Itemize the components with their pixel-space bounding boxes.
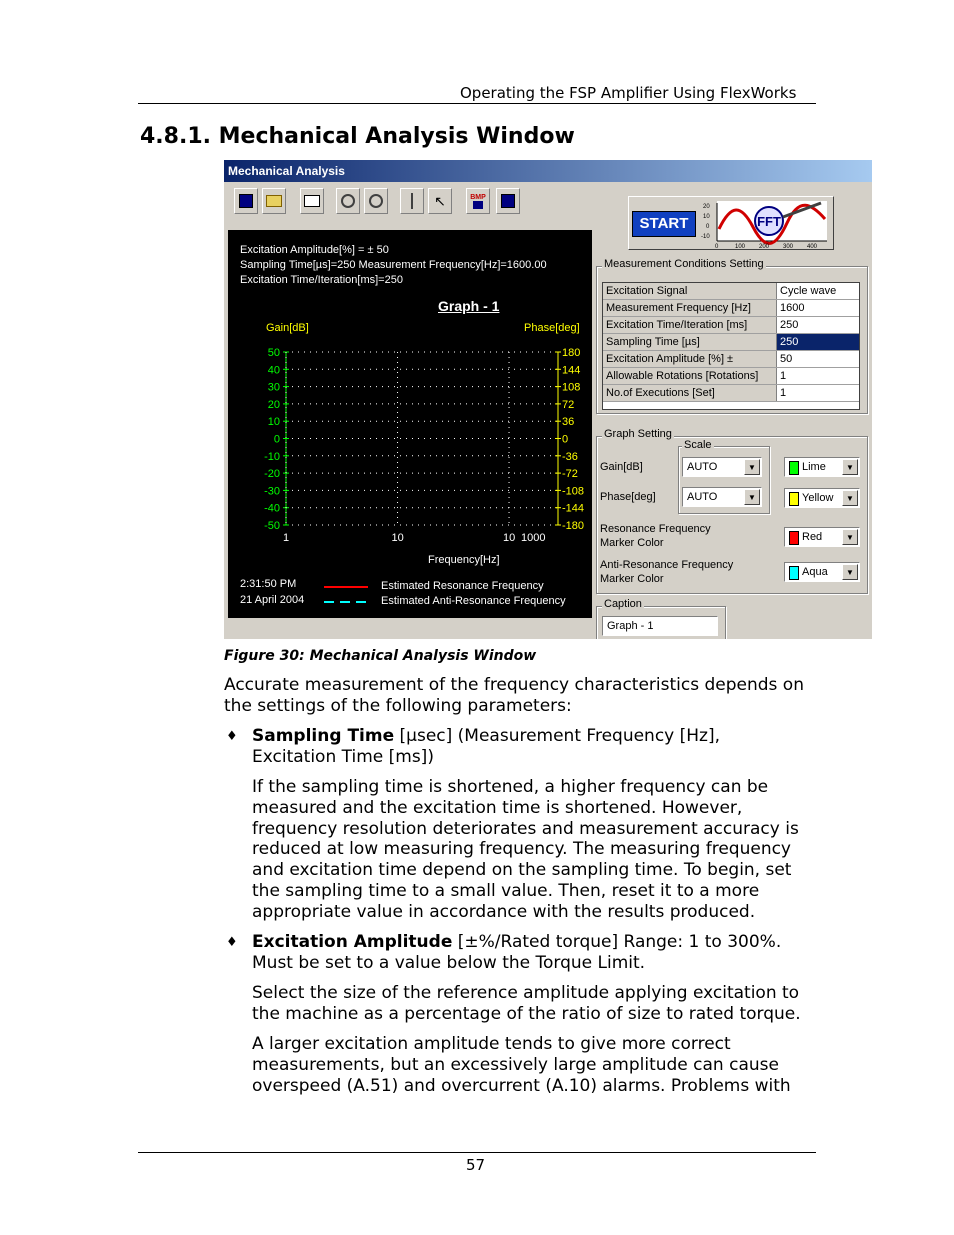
gain-tick-label: 0 bbox=[273, 433, 280, 446]
chevron-down-icon[interactable]: ▼ bbox=[842, 529, 858, 545]
phase-tick-label: -144 bbox=[562, 502, 585, 515]
intro-paragraph bbox=[224, 675, 804, 717]
phase-tick-label: 36 bbox=[562, 416, 575, 429]
fft-tick-y-3: -10 bbox=[701, 234, 710, 240]
bmp-label: BMP bbox=[470, 193, 486, 201]
resonance-label-line2: Marker Color bbox=[600, 537, 664, 549]
phase-scale-value: AUTO bbox=[687, 491, 718, 503]
legend-resonance: Estimated Resonance Frequency bbox=[381, 580, 544, 592]
gain-color-value: Lime bbox=[802, 461, 826, 473]
param-value[interactable]: 250 bbox=[780, 319, 799, 331]
window-title: Mechanical Analysis bbox=[228, 164, 345, 178]
footer-rule bbox=[138, 1152, 816, 1153]
header-rule bbox=[138, 103, 816, 104]
param-name: No.of Executions [Set] bbox=[603, 385, 777, 401]
phase-tick-label: -36 bbox=[562, 450, 578, 463]
excitation-amplitude-range: [±%/Rated torque] Range: 1 to 300%. bbox=[452, 932, 782, 952]
table-row[interactable] bbox=[603, 368, 859, 385]
table-row[interactable] bbox=[603, 300, 859, 317]
fft-tick-x-3: 300 bbox=[783, 244, 794, 249]
bullet-excitation-amplitude bbox=[252, 932, 832, 974]
scale-label: Scale bbox=[684, 439, 712, 451]
phase-tick-label: -180 bbox=[562, 520, 585, 532]
marker-icon[interactable] bbox=[400, 188, 424, 214]
param-name: Excitation Time/Iteration [ms] bbox=[603, 317, 777, 333]
bullet-diamond: ♦ bbox=[226, 935, 238, 950]
graph-info-amplitude: Excitation Amplitude[%] = ± 50 bbox=[240, 244, 389, 256]
resonance-label-line1: Resonance Frequency bbox=[600, 523, 711, 535]
resonance-color-value: Red bbox=[802, 531, 823, 543]
excitation-amplitude-line2: Must be set to a value below the Torque Limit. bbox=[252, 952, 646, 973]
fft-tick-x-2: 200 bbox=[759, 244, 770, 249]
table-row[interactable] bbox=[603, 334, 859, 351]
anti-resonance-color-select[interactable] bbox=[784, 562, 860, 582]
gain-tick-label: 20 bbox=[267, 398, 280, 411]
intro-line: the settings of the following parameters: bbox=[224, 695, 572, 716]
bmp-save-icon[interactable] bbox=[466, 188, 490, 214]
intro-line: Accurate measurement of the frequency characteristics depends on bbox=[224, 675, 804, 695]
fft-tick-x-0: 0 bbox=[715, 244, 719, 249]
chevron-down-icon[interactable]: ▼ bbox=[744, 459, 760, 475]
para-line: measurements, but an excessively large amplitude can cause bbox=[252, 1054, 779, 1075]
caption-input[interactable] bbox=[602, 616, 718, 636]
caption-input-value: Graph - 1 bbox=[607, 620, 654, 632]
anti-resonance-label-line2: Marker Color bbox=[600, 573, 664, 585]
legend-anti-resonance: Estimated Anti-Resonance Frequency bbox=[381, 595, 566, 607]
gain-tick-label: -10 bbox=[264, 450, 280, 463]
graph-time: 2:31:50 PM bbox=[240, 578, 297, 590]
start-fft-button[interactable] bbox=[628, 196, 834, 250]
sampling-time-paragraph bbox=[252, 777, 832, 923]
chevron-down-icon[interactable]: ▼ bbox=[744, 489, 760, 505]
resonance-label bbox=[600, 522, 711, 550]
chevron-down-icon[interactable]: ▼ bbox=[842, 564, 858, 580]
resonance-color-select[interactable] bbox=[784, 527, 860, 547]
export-icon[interactable] bbox=[496, 188, 520, 214]
param-value[interactable]: 50 bbox=[780, 353, 793, 365]
param-name: Measurement Frequency [Hz] bbox=[603, 300, 777, 316]
gain-label: Gain[dB] bbox=[600, 461, 643, 473]
x-tick-label: 1000 bbox=[521, 532, 546, 544]
open-icon[interactable] bbox=[262, 188, 286, 214]
phase-tick-label: 72 bbox=[562, 398, 575, 411]
table-row[interactable] bbox=[603, 351, 859, 368]
phase-tick-label: 180 bbox=[562, 347, 581, 359]
phase-tick-label: 144 bbox=[562, 364, 581, 377]
fft-label: FFT bbox=[757, 214, 781, 229]
para-line: Select the size of the reference amplitude applying excitation to bbox=[252, 983, 800, 1003]
gain-tick-label: 40 bbox=[267, 364, 280, 377]
sampling-time-units: [µsec] (Measurement Frequency [Hz], bbox=[394, 726, 721, 746]
para-line: frequency resolution deteriorates and measurement accuracy is bbox=[252, 818, 799, 839]
gain-axis-label: Gain[dB] bbox=[266, 322, 309, 334]
running-header: Operating the FSP Amplifier Using FlexWorks bbox=[460, 84, 797, 102]
graph-info-sampling: Sampling Time[µs]=250 Measurement Frequency[Hz]=1600.00 bbox=[240, 259, 547, 271]
graph-panel bbox=[228, 230, 592, 618]
caption-group-label: Caption bbox=[604, 598, 642, 610]
param-name: Sampling Time [µs] bbox=[603, 334, 777, 350]
legend-lines bbox=[324, 582, 374, 612]
mechanical-analysis-window bbox=[224, 160, 872, 639]
print-icon[interactable] bbox=[300, 188, 324, 214]
gain-scale-select[interactable] bbox=[682, 457, 762, 477]
phase-tick-label: 108 bbox=[562, 381, 581, 394]
phase-color-select[interactable] bbox=[784, 488, 860, 508]
gain-tick-label: 30 bbox=[267, 381, 280, 394]
param-name: Excitation Signal bbox=[603, 283, 777, 299]
bullet-diamond: ♦ bbox=[226, 729, 238, 744]
yellow-swatch bbox=[789, 492, 799, 506]
phase-label: Phase[deg] bbox=[600, 491, 656, 503]
phase-color-value: Yellow bbox=[802, 492, 834, 504]
gain-tick-label: -20 bbox=[264, 468, 280, 481]
red-swatch bbox=[789, 531, 799, 545]
section-heading: 4.8.1. Mechanical Analysis Window bbox=[140, 124, 575, 149]
page-number: 57 bbox=[466, 1156, 486, 1174]
figure-caption: Figure 30: Mechanical Analysis Window bbox=[224, 648, 537, 664]
cursor-icon[interactable]: ↖ bbox=[428, 188, 452, 214]
para-line: appropriate value in accordance with the results produced. bbox=[252, 901, 756, 922]
gain-tick-label: -40 bbox=[264, 502, 280, 515]
x-tick-label: 10 bbox=[503, 532, 516, 544]
para-line: A larger excitation amplitude tends to give more correct bbox=[252, 1034, 731, 1054]
zoom-fit-icon[interactable] bbox=[364, 188, 388, 214]
zoom-out-icon[interactable] bbox=[336, 188, 360, 214]
param-value[interactable]: 1 bbox=[780, 370, 787, 382]
fft-tick-x-1: 100 bbox=[735, 244, 746, 249]
save-icon[interactable] bbox=[234, 188, 258, 214]
graph-setting-label: Graph Setting bbox=[604, 428, 672, 440]
phase-tick-label: 0 bbox=[562, 433, 569, 446]
excitation-amplitude-term: Excitation Amplitude bbox=[252, 932, 453, 952]
para-line: and excitation time depend on the sampling time. To begin, set bbox=[252, 860, 792, 881]
fft-tick-y-0: 20 bbox=[703, 204, 710, 210]
measurement-conditions-label: Measurement Conditions Setting bbox=[604, 258, 764, 270]
para-line: If the sampling time is shortened, a higher frequency can be bbox=[252, 777, 769, 797]
fft-tick-y-2: 0 bbox=[706, 224, 710, 230]
chevron-down-icon[interactable]: ▼ bbox=[842, 459, 858, 475]
phase-axis-label: Phase[deg] bbox=[524, 322, 580, 334]
sampling-time-line2: Excitation Time [ms]) bbox=[252, 746, 434, 767]
para-line: overspeed (A.51) and overcurrent (A.10) alarms. Problems with bbox=[252, 1075, 791, 1096]
table-row[interactable] bbox=[603, 317, 859, 334]
bullet-sampling-time bbox=[252, 726, 832, 768]
sampling-time-term: Sampling Time bbox=[252, 726, 395, 746]
param-value[interactable]: 250 bbox=[777, 334, 859, 350]
gain-color-select[interactable] bbox=[784, 457, 860, 477]
window-titlebar bbox=[224, 160, 872, 182]
param-value[interactable]: 1 bbox=[780, 387, 787, 399]
amplitude-paragraph bbox=[252, 983, 832, 1025]
table-row[interactable] bbox=[603, 283, 859, 300]
phase-tick-label: -72 bbox=[562, 468, 578, 481]
param-value[interactable]: Cycle wave bbox=[780, 285, 837, 297]
anti-resonance-label-line1: Anti-Resonance Frequency bbox=[600, 559, 734, 571]
param-name: Allowable Rotations [Rotations] bbox=[603, 368, 777, 384]
graph-date: 21 April 2004 bbox=[240, 594, 305, 606]
graph-title: Graph - 1 bbox=[438, 298, 500, 314]
graph-plot-area bbox=[228, 230, 592, 618]
fft-tick-x-4: 400 bbox=[807, 244, 818, 249]
param-value[interactable]: 1600 bbox=[780, 302, 805, 314]
x-tick-label: 10 bbox=[391, 532, 404, 544]
graph-info-excitation-time: Excitation Time/Iteration[ms]=250 bbox=[240, 274, 403, 286]
para-line: the sampling time to a small value. Then, reset it to a more bbox=[252, 880, 760, 901]
phase-scale-select[interactable] bbox=[682, 487, 762, 507]
overspeed-paragraph bbox=[252, 1034, 832, 1096]
gain-scale-value: AUTO bbox=[687, 461, 718, 473]
gain-tick-label: 50 bbox=[267, 347, 280, 359]
phase-tick-label: -108 bbox=[562, 485, 585, 498]
table-row[interactable] bbox=[603, 385, 859, 402]
anti-resonance-label bbox=[600, 558, 733, 586]
x-tick-label: 1 bbox=[283, 532, 290, 544]
para-line: the machine as a percentage of the ratio of size to rated torque. bbox=[252, 1003, 801, 1024]
fft-tick-y-1: 10 bbox=[703, 214, 710, 220]
x-axis-label: Frequency[Hz] bbox=[428, 554, 500, 566]
fft-waveform-icon bbox=[701, 199, 831, 249]
gain-tick-label: -50 bbox=[264, 520, 280, 532]
gain-tick-label: -30 bbox=[264, 485, 280, 498]
param-name: Excitation Amplitude [%] ± bbox=[603, 351, 777, 367]
aqua-swatch bbox=[789, 566, 799, 580]
para-line: measured and the excitation time is shortened. However, bbox=[252, 797, 743, 818]
chevron-down-icon[interactable]: ▼ bbox=[842, 490, 858, 506]
measurement-settings-table bbox=[602, 282, 860, 410]
start-button[interactable]: START bbox=[632, 211, 696, 237]
para-line: reduced at low measuring frequency. The measuring frequency bbox=[252, 839, 791, 860]
gain-tick-label: 10 bbox=[267, 416, 280, 429]
lime-swatch bbox=[789, 461, 799, 475]
anti-resonance-color-value: Aqua bbox=[802, 566, 828, 578]
